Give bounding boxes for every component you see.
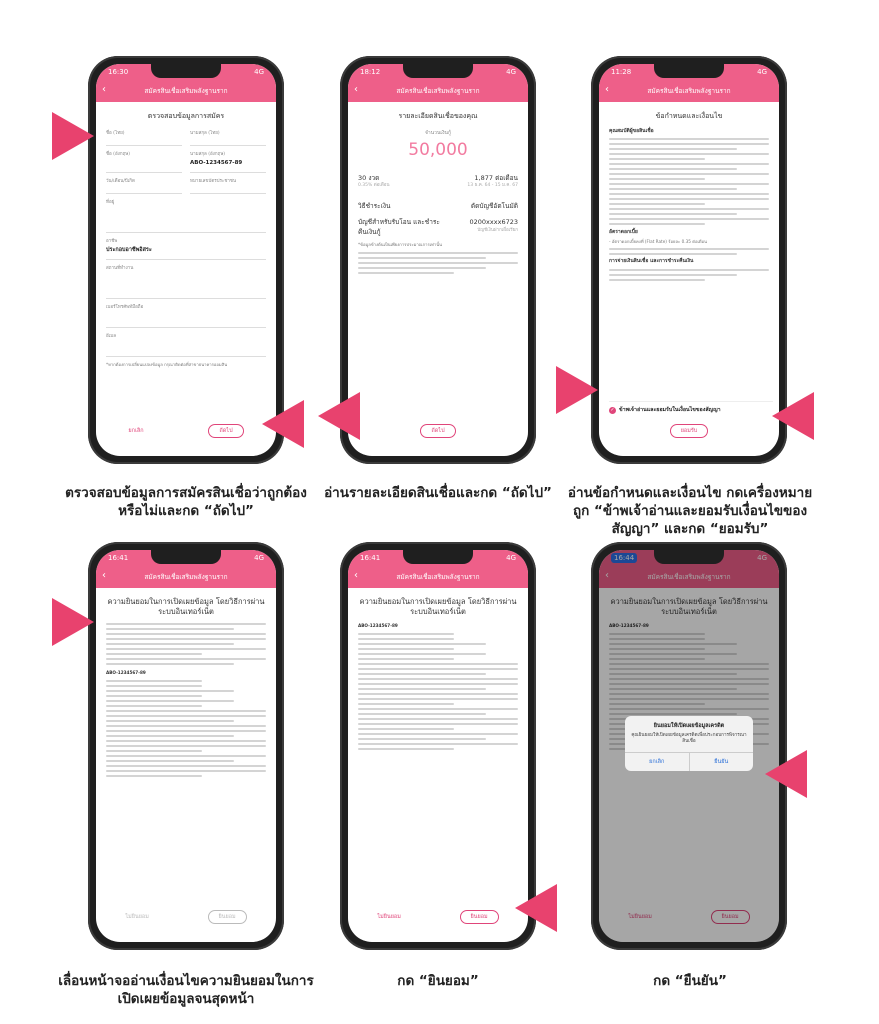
decline-button[interactable]: ไม่ยินยอม [628, 914, 652, 920]
checkmark-icon[interactable]: ✓ [610, 407, 615, 413]
dialog-cancel-button[interactable]: ยกเลิก [649, 758, 665, 765]
back-chevron-icon[interactable]: ‹ [354, 570, 358, 581]
pointer-arrow-icon [765, 750, 807, 798]
terms-text-block [609, 138, 769, 225]
screen-consent-confirm [599, 550, 779, 942]
account-number: ABO-1234567-89 [609, 623, 649, 629]
confirm-dialog [625, 716, 753, 771]
back-chevron-icon[interactable]: ‹ [605, 570, 609, 581]
notch [403, 550, 473, 564]
notch [151, 64, 221, 78]
signal-indicator: 4G [254, 68, 264, 76]
signal-indicator: 4G [506, 554, 516, 562]
nav-bar [96, 80, 276, 102]
account-label: บัญชีสำหรับรับโอน และชำระคืนเงินกู้ [358, 217, 440, 236]
dialog-confirm-button[interactable]: ยืนยัน [689, 753, 754, 771]
next-button[interactable]: ถัดไป [208, 424, 243, 438]
rate-value: 0.35% ต่อเดือน [358, 183, 390, 189]
field-mobile: เบอร์โทรศัพท์มือถือ [106, 302, 266, 328]
phone-2 [340, 56, 536, 464]
field-first-name-th: ชื่อ (ไทย) [106, 128, 182, 146]
pay-method-label: วิธีชำระเงิน [358, 202, 391, 210]
agree-button[interactable]: ยินยอม [460, 910, 499, 924]
field-birthdate: วัน/เดือน/ปีเกิด [106, 176, 182, 194]
pointer-arrow-icon [262, 400, 304, 448]
notch [654, 550, 724, 564]
phone-3 [591, 56, 787, 464]
section-title: รายละเอียดสินเชื่อของคุณ [398, 112, 478, 120]
payment-period: 13 ธ.ค. 64 - 15 ม.ค. 67 [467, 183, 518, 189]
status-time: 18:12 [360, 68, 381, 76]
consent-heading: ความยินยอมในการเปิดเผยข้อมูล โดยวิธีการผ่านระบบอินเทอร์เน็ต [107, 597, 265, 617]
terms-text-block [358, 252, 518, 274]
nav-title: สมัครสินเชื่อเสริมพลังฐานราก [396, 573, 480, 581]
accept-button[interactable]: ยอมรับ [670, 424, 709, 438]
pay-method-value: ตัดบัญชีอัตโนมัติ [470, 202, 518, 210]
pointer-arrow-icon [52, 598, 94, 646]
decline-button[interactable]: ไม่ยินยอม [125, 914, 149, 920]
field-workplace: สถานที่ทำงาน [106, 263, 266, 299]
nav-bar [599, 80, 779, 102]
agree-button[interactable]: ยินยอม [208, 910, 247, 924]
pointer-arrow-icon [318, 392, 360, 440]
notch [654, 64, 724, 78]
status-time: 16:41 [360, 554, 381, 562]
terms-text-block-2 [609, 248, 769, 255]
screen-loan-details [348, 64, 528, 456]
consent-text-block-2 [106, 680, 266, 777]
step-caption-1: ตรวจสอบข้อมูลการสมัครสินเชื่อว่าถูกต้องหรือไม่และกด “ถัดไป” [65, 485, 307, 520]
decline-button[interactable]: ไม่ยินยอม [377, 914, 401, 920]
rate-heading: อัตราดอกเบี้ย [609, 229, 638, 235]
phone-4 [88, 542, 284, 950]
phone-5 [340, 542, 536, 950]
account-number-value: ABO-1234567-89 [190, 160, 243, 167]
status-time: 11:28 [611, 68, 632, 76]
phone-1 [88, 56, 284, 464]
consent-heading: ความยินยอมในการเปิดเผยข้อมูล โดยวิธีการผ่านระบบอินเทอร์เน็ต [610, 597, 768, 617]
step-caption-4: เลื่อนหน้าจออ่านเงื่อนไขความยินยอมในการเปิดเผยข้อมูลจนสุดหน้า [58, 973, 314, 1008]
screen-application-review [96, 64, 276, 456]
accept-checkbox-row[interactable] [609, 401, 773, 414]
account-row [358, 218, 518, 238]
back-chevron-icon[interactable]: ‹ [102, 570, 106, 581]
step-caption-6: กด “ยืนยัน” [653, 973, 727, 989]
occupation-label: อาชีพ [106, 238, 118, 244]
agree-button[interactable]: ยินยอม [711, 910, 750, 924]
eligibility-heading: คุณสมบัติผู้ขอสินเชื่อ [609, 127, 654, 134]
back-chevron-icon[interactable]: ‹ [354, 84, 358, 95]
field-address: ที่อยู่ [106, 197, 266, 233]
terms-text-block-3 [609, 269, 769, 281]
field-id-card: หมายเลขบัตรประชาชน [190, 176, 266, 194]
rate-line: - อัตราดอกเบี้ยคงที่ (Flat Rate) ร้อยละ 0.35 ต่อเดือน [609, 238, 708, 244]
field-occupation [106, 236, 266, 260]
signal-indicator: 4G [757, 68, 767, 76]
term-value: 30 งวด [358, 173, 380, 182]
dialog-title: ยินยอมให้เปิดเผยข้อมูลเครดิต [653, 723, 725, 729]
loan-amount: 50,000 [408, 140, 468, 160]
nav-title: สมัครสินเชื่อเสริมพลังฐานราก [144, 87, 228, 95]
nav-bar [96, 566, 276, 588]
pointer-arrow-icon [772, 392, 814, 440]
checkbox-label: ข้าพเจ้าอ่านและยอมรับในเงื่อนไขของสัญญา [619, 407, 721, 413]
field-last-name-en [190, 149, 266, 173]
next-button[interactable]: ถัดไป [420, 424, 455, 438]
pointer-arrow-icon [515, 884, 557, 932]
term-row [358, 174, 518, 191]
back-chevron-icon[interactable]: ‹ [102, 84, 106, 95]
section-title: ตรวจสอบข้อมูลการสมัคร [147, 112, 225, 120]
consent-text-block [106, 623, 266, 665]
field-first-name-en: ชื่อ (อังกฤษ) [106, 149, 182, 173]
change-note: *หากต้องการเปลี่ยนแปลงข้อมูล กรุณาติดต่อที่สาขาธนาคารออมสิน [106, 361, 228, 367]
screen-terms [599, 64, 779, 456]
status-time: 16:44 [611, 553, 637, 563]
back-chevron-icon[interactable]: ‹ [605, 84, 609, 95]
payment-heading: การจ่ายเงินสินเชื่อ และการชำระคืนเงิน [609, 258, 694, 264]
screen-consent-scroll [96, 550, 276, 942]
nav-title: สมัครสินเชื่อเสริมพลังฐานราก [647, 87, 731, 95]
monthly-payment: 1,877 ต่อเดือน [474, 173, 518, 182]
status-time: 16:30 [108, 68, 129, 76]
signal-indicator: 4G [757, 554, 767, 562]
amount-label: จำนวนเงินกู้ [425, 129, 451, 136]
pointer-arrow-icon [556, 366, 598, 414]
dialog-message: คุณยินยอมให้เปิดเผยข้อมูลเครดิตเพื่อประกอบการพิจารณาสินเชื่อ [631, 733, 747, 745]
estimate-note: *ข้อมูลข้างต้นเป็นเพียงการประมาณการเท่านั้น [358, 242, 442, 248]
phone-6 [591, 542, 787, 950]
nav-title: สมัครสินเชื่อเสริมพลังฐานราก [647, 573, 731, 581]
field-last-name-th: นามสกุล (ไทย) [190, 128, 266, 146]
account-value: 0200xxxx6723 [469, 217, 518, 226]
step-caption-3: อ่านข้อกำหนดและเงื่อนไข กดเครื่องหมายถูก “ข้าพเจ้าอ่านและยอมรับเงื่อนไขของสัญญา” และกด “ยอมรับ” [567, 485, 813, 538]
account-number: ABO-1234567-89 [358, 623, 398, 629]
section-title: ข้อกำหนดและเงื่อนไข [655, 112, 723, 120]
step-caption-2: อ่านรายละเอียดสินเชื่อและกด “ถัดไป” [324, 485, 552, 501]
field-email: อีเมล [106, 331, 266, 357]
account-note: บัญชีเงินฝากเผื่อเรียก [477, 227, 518, 233]
screen-consent-agree [348, 550, 528, 942]
notch [151, 550, 221, 564]
nav-bar [348, 80, 528, 102]
consent-text-block [358, 633, 518, 750]
occupation-value: ประกอบอาชีพอิสระ [106, 247, 152, 254]
notch [403, 64, 473, 78]
pay-method-row [358, 202, 518, 212]
pointer-arrow-icon [52, 112, 94, 160]
signal-indicator: 4G [254, 554, 264, 562]
nav-title: สมัครสินเชื่อเสริมพลังฐานราก [396, 87, 480, 95]
status-time: 16:41 [108, 554, 129, 562]
account-number: ABO-1234567-89 [106, 670, 146, 676]
signal-indicator: 4G [506, 68, 516, 76]
nav-title: สมัครสินเชื่อเสริมพลังฐานราก [144, 573, 228, 581]
field-last-name-en-label: นามสกุล (อังกฤษ) [190, 151, 226, 157]
consent-heading: ความยินยอมในการเปิดเผยข้อมูล โดยวิธีการผ่านระบบอินเทอร์เน็ต [359, 597, 517, 617]
step-caption-5: กด “ยินยอม” [397, 973, 479, 989]
cancel-button[interactable]: ยกเลิก [128, 428, 144, 434]
nav-bar [348, 566, 528, 588]
